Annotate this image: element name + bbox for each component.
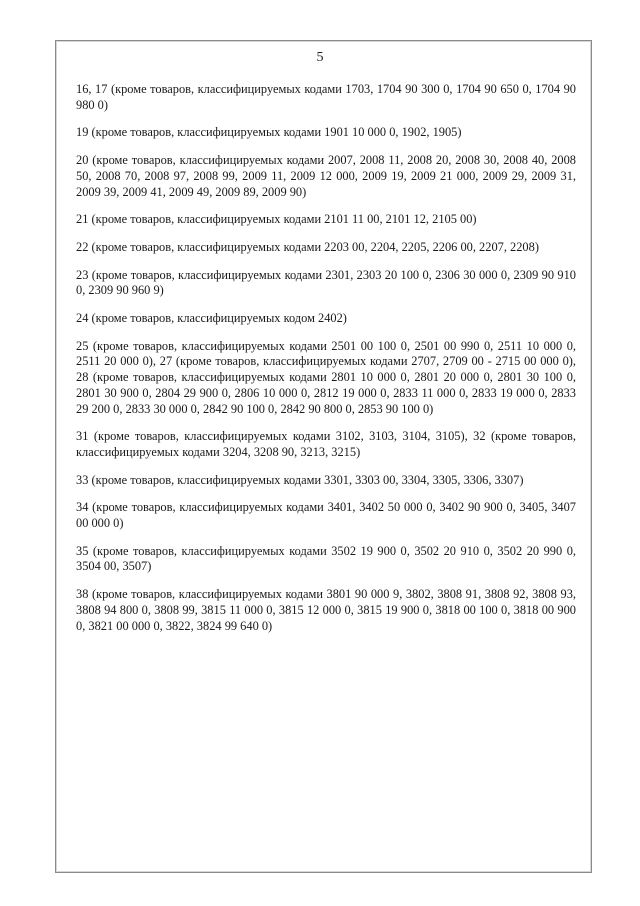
list-item: 20 (кроме товаров, классифицируемых кодами 2007, 2008 11, 2008 20, 2008 30, 2008 40, 2008 50, 2008 70, 2008 97, 2008 99, 2009 11, 2009 12 000, 2009 19, 2009 21 000, 2009 29, 2009 31, 2009 39, 2009 41, 2009 49, 2009 89, 2009 90) [76,153,576,199]
list-item: 24 (кроме товаров, классифицируемых кодом 2402) [76,311,347,326]
document-body [76,82,576,646]
list-item: 34 (кроме товаров, классифицируемых кодами 3401, 3402 50 000 0, 3402 90 900 0, 3405, 3407 00 000 0) [76,500,576,531]
list-item: 35 (кроме товаров, классифицируемых кодами 3502 19 900 0, 3502 20 910 0, 3502 20 990 0, 3504 00, 3507) [76,543,576,574]
list-item: 16, 17 (кроме товаров, классифицируемых кодами 1703, 1704 90 300 0, 1704 90 650 0, 1704 90 980 0) [76,82,576,112]
list-item: 38 (кроме товаров, классифицируемых кодами 3801 90 000 9, 3802, 3808 91, 3808 92, 3808 93, 3808 94 800 0, 3808 99, 3815 11 000 0, 3815 12 000 0, 3815 19 900 0, 3818 00 100 0, 3818 00 900 0, 3821 00 000 0, 3822, 3824 99 640 0) [76,587,576,633]
list-item: 33 (кроме товаров, классифицируемых кодами 3301, 3303 00, 3304, 3305, 3306, 3307) [76,472,524,487]
list-item: 25 (кроме товаров, классифицируемых кодами 2501 00 100 0, 2501 00 990 0, 2511 10 000 0, 2511 20 000 0), 27 (кроме товаров, классифицируемых кодами 2707, 2709 00 - 2715 00 000 0), 28 (кроме товаров, классифицируемых кодами 2801 10 000 0, 2801 20 000 0, 2801 30 100 0, 2801 30 900 0, 2804 29 900 0, 2806 10 000 0, 2812 19 000 0, 2833 11 000 0, 2833 19 000 0, 2833 29 200 0, 2833 30 000 0, 2842 90 100 0, 2842 90 800 0, 2853 90 100 0) [76,338,576,416]
list-item: 19 (кроме товаров, классифицируемых кодами 1901 10 000 0, 1902, 1905) [76,125,462,140]
list-item: 31 (кроме товаров, классифицируемых кодами 3102, 3103, 3104, 3105), 32 (кроме товаров, классифицируемых кодами 3204, 3208 90, 3213, 3215) [76,429,576,459]
page-number: 5 [316,50,324,65]
list-item: 23 (кроме товаров, классифицируемых кодами 2301, 2303 20 100 0, 2306 30 000 0, 2309 90 910 0, 2309 90 960 9) [76,267,576,298]
list-item: 22 (кроме товаров, классифицируемых кодами 2203 00, 2204, 2205, 2206 00, 2207, 2208) [76,239,539,254]
list-item: 21 (кроме товаров, классифицируемых кодами 2101 11 00, 2101 12, 2105 00) [76,212,477,227]
